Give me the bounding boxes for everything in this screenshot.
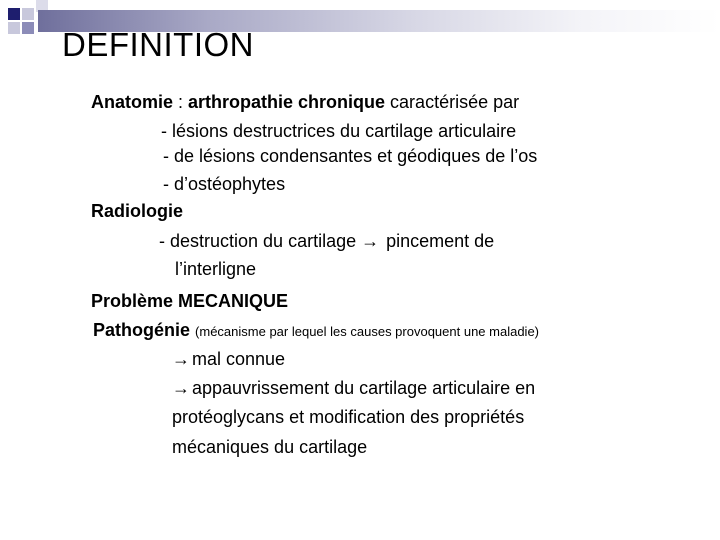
anatomie-bold-text: arthropathie chronique [188, 92, 386, 112]
header-square-light [8, 22, 20, 34]
pathogenie-item-2-continued: protéoglycans et modification des propriétés [172, 407, 525, 427]
anatomie-rest-text: caractérisée par [385, 92, 520, 112]
anatomie-separator: : [173, 92, 189, 112]
radiologie-text-before: - destruction du cartilage [159, 231, 362, 251]
pathogenie-line [93, 319, 539, 343]
probleme-heading: Problème MECANIQUE [91, 291, 289, 311]
radiologie-text-after: pincement de [381, 231, 495, 251]
header-square-light [22, 8, 34, 20]
slide-title: DEFINITION [62, 26, 254, 63]
anatomie-item: - d’ostéophytes [163, 174, 286, 194]
anatomie-item: - lésions destructrices du cartilage articulaire [161, 121, 517, 141]
pathogenie-item-2 [172, 377, 535, 399]
header-square-mid [22, 22, 34, 34]
arrow-icon: → [361, 231, 380, 251]
anatomie-item: - de lésions condensantes et géodiques de l’os [163, 146, 538, 166]
pathogenie-item-1 [172, 348, 285, 370]
pathogenie-item-2-text: appauvrissement du cartilage articulaire en [192, 378, 536, 398]
radiologie-label: Radiologie [91, 201, 184, 221]
radiologie-line-2: l’interligne [175, 259, 257, 279]
radiologie-line-1 [159, 230, 494, 252]
anatomie-label: Anatomie [91, 92, 174, 112]
header-square-dark [8, 8, 20, 20]
arrow-icon: → [172, 378, 190, 398]
pathogenie-label: Pathogénie [93, 320, 191, 340]
pathogenie-item-2-continued: mécaniques du cartilage [172, 437, 368, 457]
pathogenie-item-1-text: mal connue [192, 349, 286, 369]
pathogenie-note: (mécanisme par lequel les causes provoquent une maladie) [195, 324, 539, 339]
anatomie-line [91, 91, 519, 113]
arrow-icon: → [172, 349, 190, 369]
